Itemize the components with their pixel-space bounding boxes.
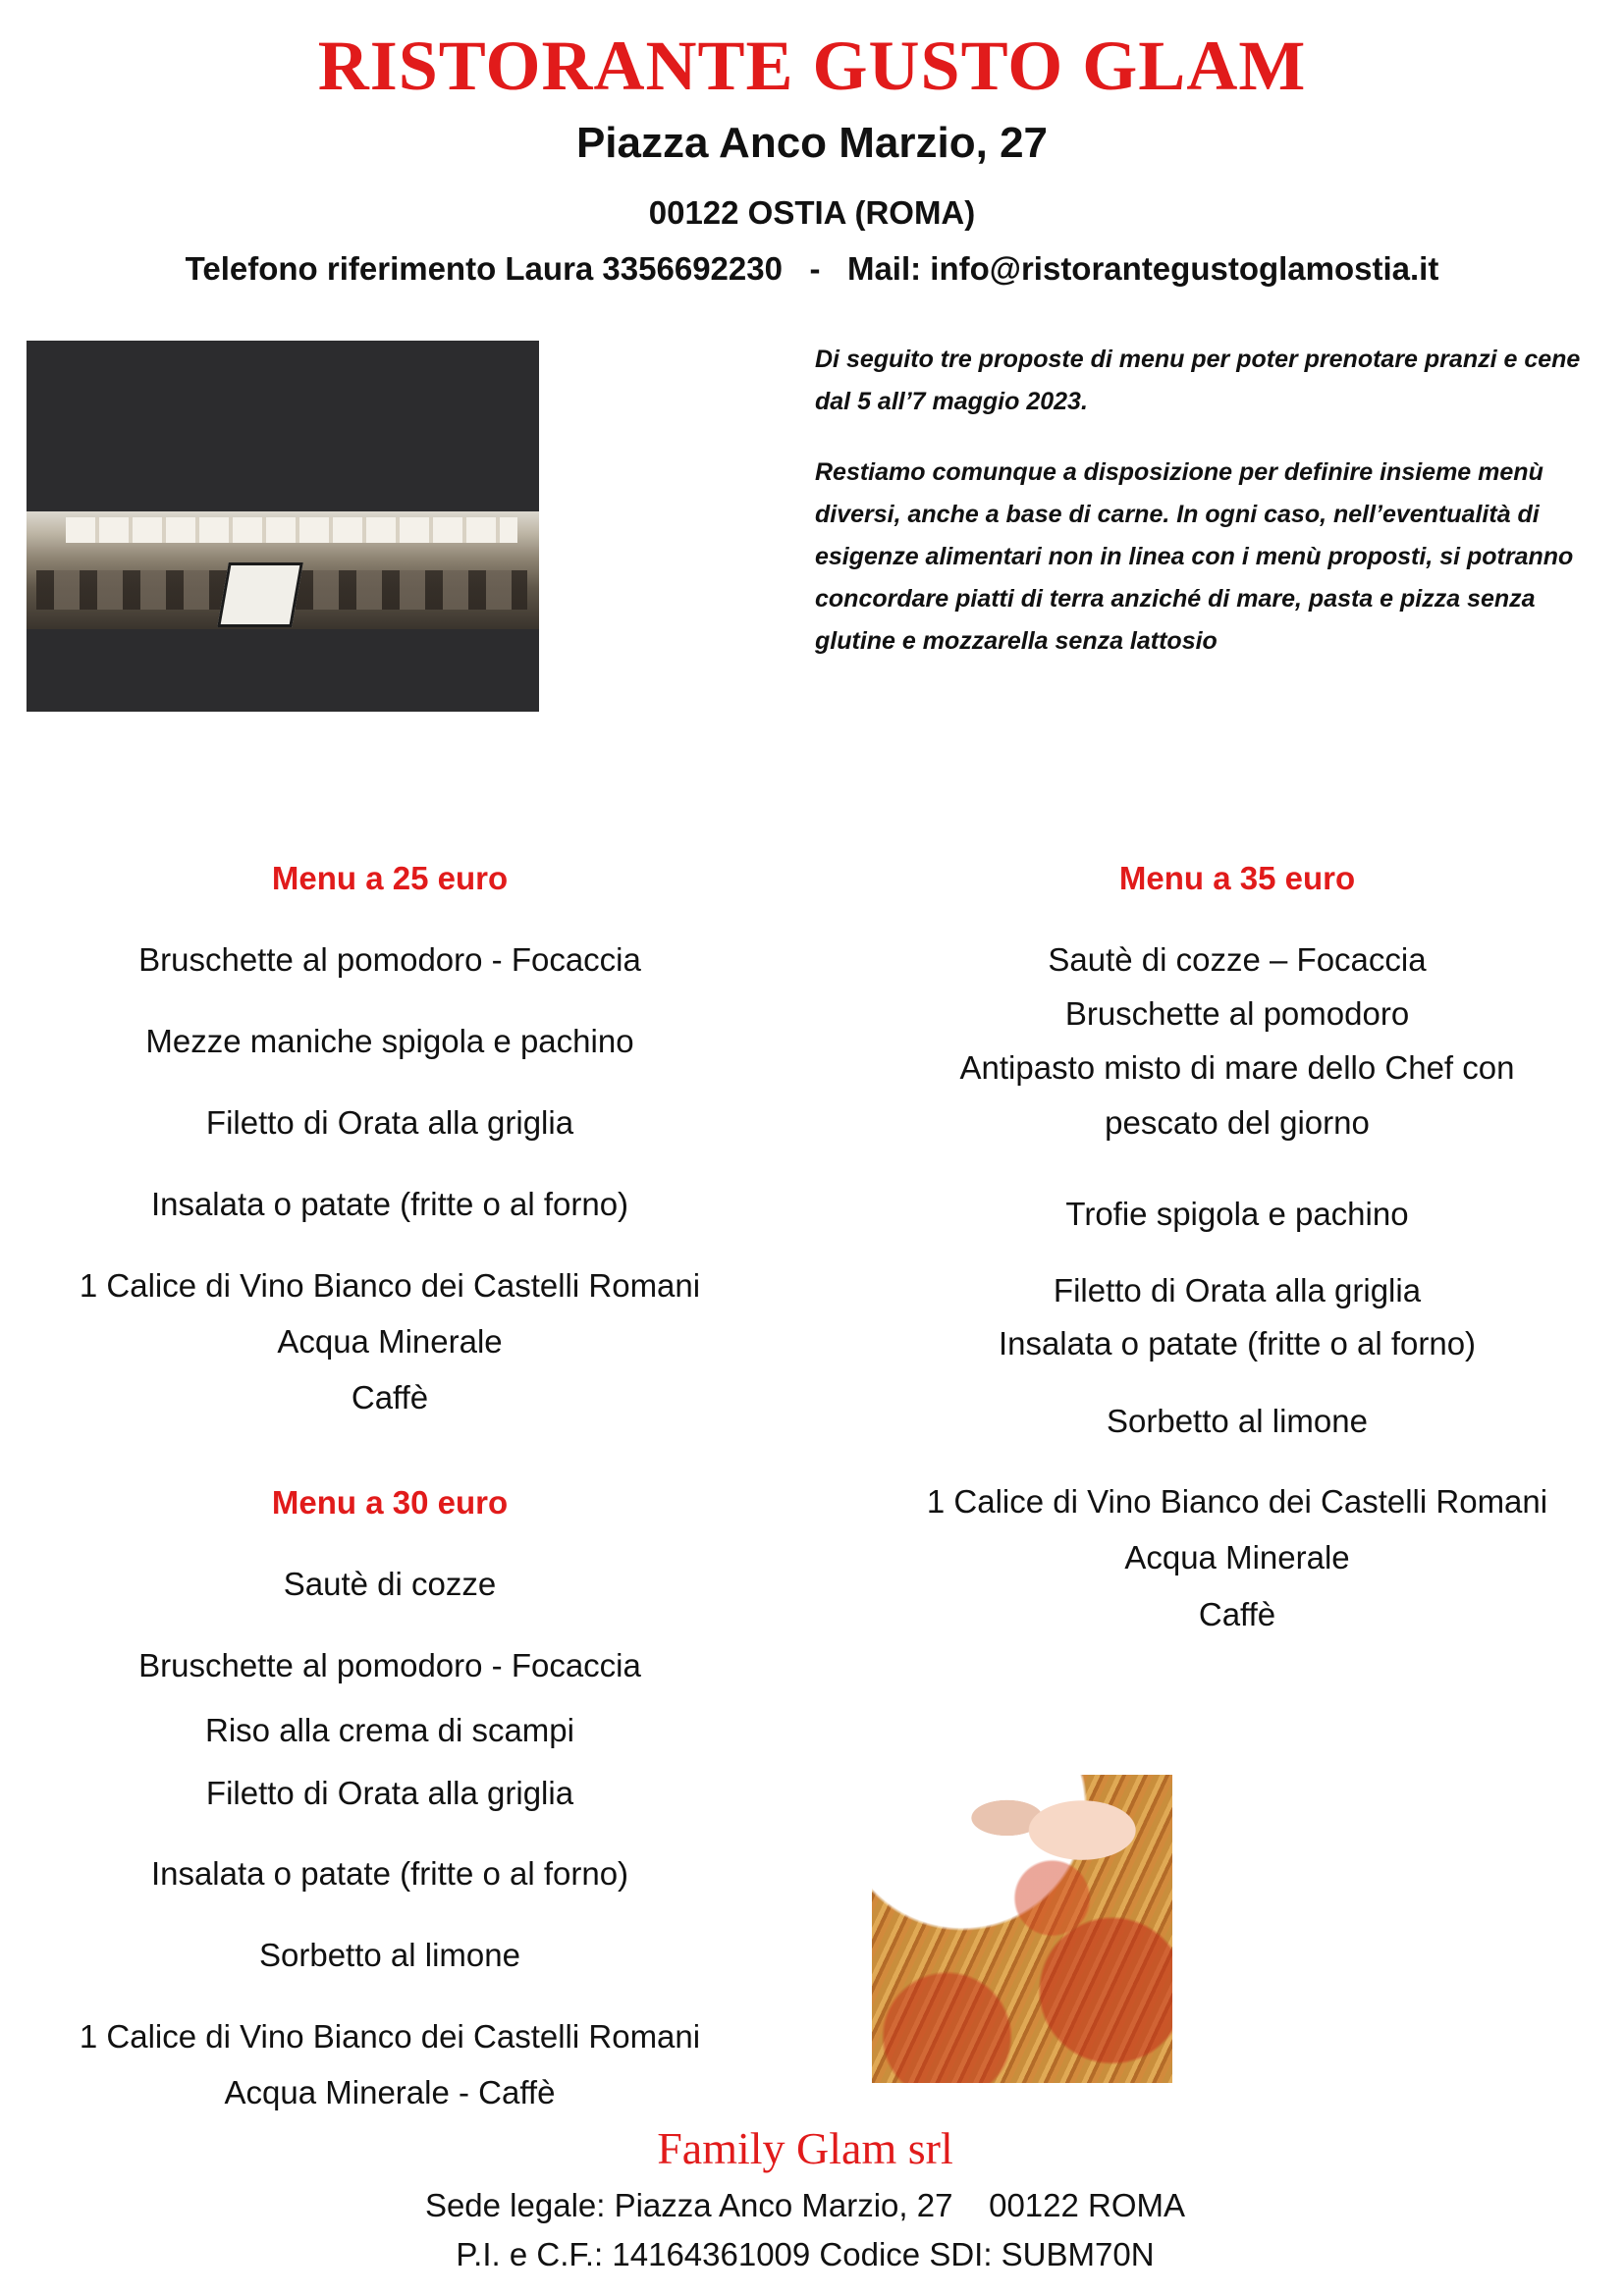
legal-address: Sede legale: Piazza Anco Marzio, 27 00122 ROMA: [424, 2187, 1186, 2223]
menu-heading: Menu a 30 euro: [271, 1484, 509, 1521]
menu-item: Insalata o patate (fritte o al forno): [150, 1855, 629, 1892]
menu-heading: Menu a 35 euro: [1118, 860, 1356, 896]
menu-item: Sautè di cozze – Focaccia: [1048, 941, 1427, 978]
menu-item: Insalata o patate (fritte o al forno): [998, 1325, 1477, 1362]
menu-item: Caffè: [351, 1379, 429, 1415]
menu-item: Bruschette al pomodoro - Focaccia: [138, 1647, 641, 1683]
menu-item: 1 Calice di Vino Bianco dei Castelli Romani: [926, 1483, 1548, 1520]
menu-item: Sorbetto al limone: [259, 1937, 520, 1973]
company-name: Family Glam srl: [657, 2123, 953, 2173]
menu-item: Riso alla crema di scampi: [205, 1712, 574, 1748]
restaurant-exterior-photo: [27, 341, 539, 712]
menu-item: Mezze maniche spigola e pachino: [145, 1023, 634, 1059]
intro-paragraph-1: Di seguito tre proposte di menu per poter prenotare pranzi e cene dal 5 all’7 maggio 2023.: [815, 346, 1581, 415]
menu-item: Acqua Minerale: [277, 1323, 503, 1360]
menu-item: Filetto di Orata alla griglia: [205, 1104, 574, 1141]
menu-item: Caffè: [1198, 1596, 1276, 1632]
menu-item: Acqua Minerale: [1124, 1539, 1350, 1575]
menu-item: pescato del giorno: [1105, 1104, 1370, 1141]
menu-item: 1 Calice di Vino Bianco dei Castelli Romani: [79, 2018, 701, 2055]
pasta-dish-photo: [872, 1775, 1172, 2083]
menu-item: Acqua Minerale - Caffè: [224, 2074, 556, 2110]
menu-item: Bruschette al pomodoro - Focaccia: [138, 941, 641, 978]
menu-30-block: [27, 1474, 753, 2122]
menu-item: Sorbetto al limone: [1107, 1403, 1368, 1439]
menu-item: 1 Calice di Vino Bianco dei Castelli Romani: [79, 1267, 701, 1304]
menu-item: Antipasto misto di mare dello Chef con: [959, 1049, 1515, 1086]
menu-35-block: [874, 850, 1600, 1655]
menu-heading: Menu a 25 euro: [271, 860, 509, 896]
menu-item: Trofie spigola e pachino: [1065, 1196, 1409, 1232]
menu-item: Filetto di Orata alla griglia: [1053, 1272, 1422, 1308]
restaurant-title: RISTORANTE GUSTO GLAM: [317, 27, 1307, 105]
intro-paragraph-2: Restiamo comunque a disposizione per definire insieme menù diversi, anche a base di carne. In ogni caso, nell’eventualità di esigenze alimentari non in linea con i menù proposti, si potranno concordare piatti di terra anziché di mare, pasta e pizza senza glutine e mozzarella senza lattosio: [815, 458, 1574, 655]
tax-ids: P.I. e C.F.: 14164361009 Codice SDI: SUBM70N: [456, 2236, 1155, 2272]
menu-item: Sautè di cozze: [283, 1566, 497, 1602]
menu-item: Bruschette al pomodoro: [1064, 995, 1410, 1032]
address-line: Piazza Anco Marzio, 27: [575, 119, 1049, 167]
menu-item: Filetto di Orata alla griglia: [205, 1775, 574, 1811]
menu-25-block: [27, 850, 753, 1439]
menu-item: Insalata o patate (fritte o al forno): [150, 1186, 629, 1222]
contact-line: Telefono riferimento Laura 3356692230 - Mail: info@ristorantegustoglamostia.it: [185, 250, 1439, 287]
city-line: 00122 OSTIA (ROMA): [648, 194, 976, 231]
